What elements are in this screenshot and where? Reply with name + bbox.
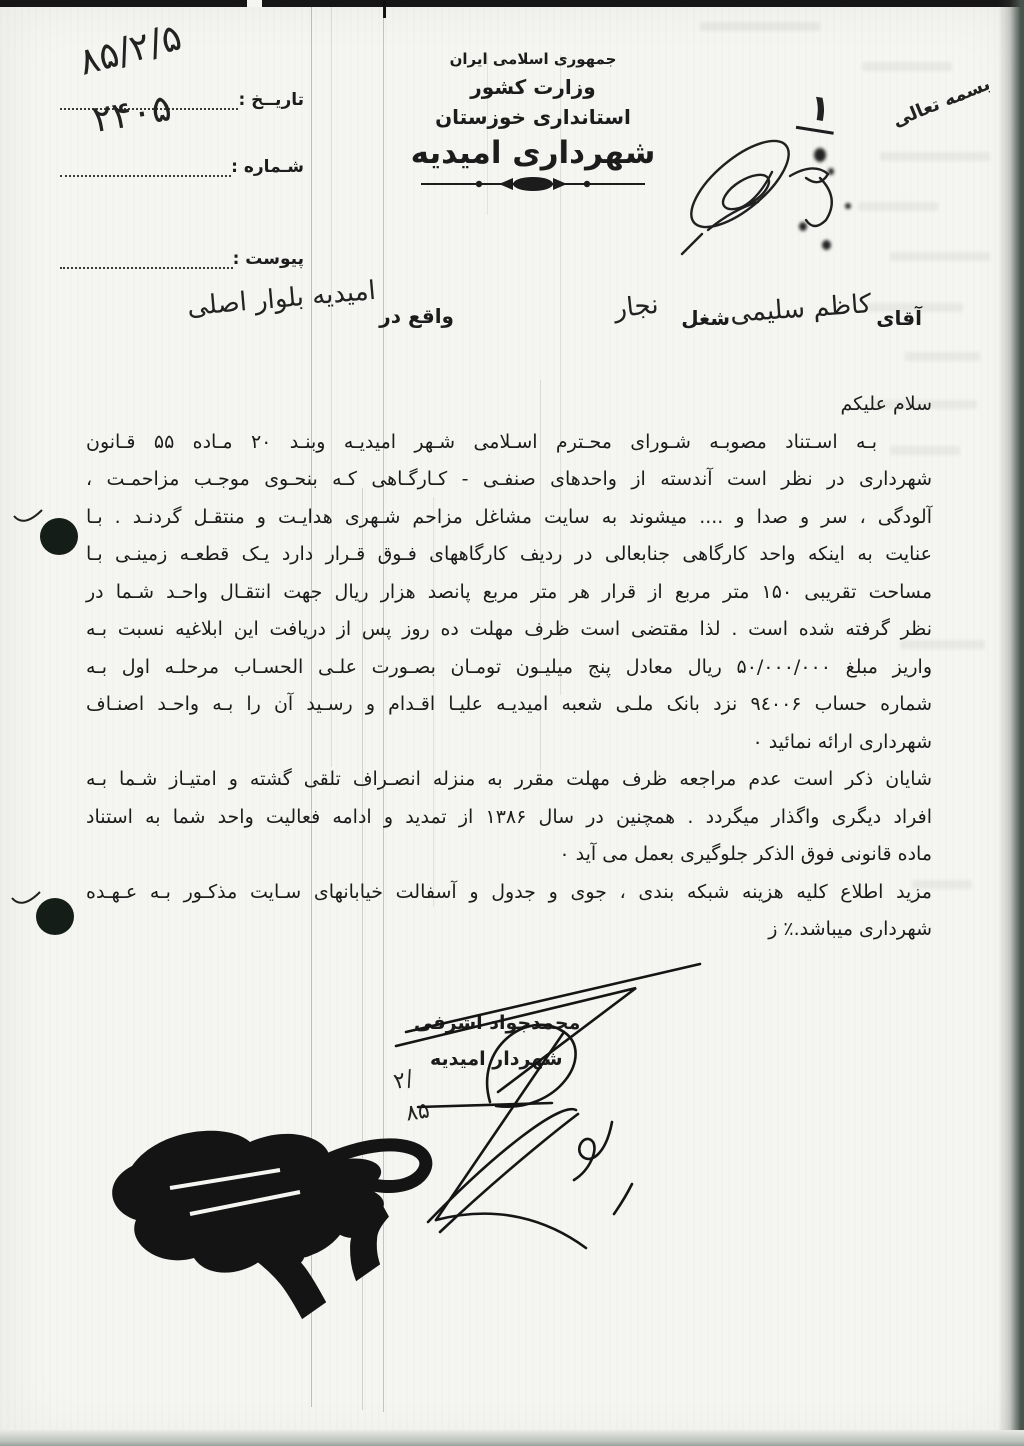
handwritten-besmele: بسمه تعالی xyxy=(889,73,994,132)
body-line: شماره حساب ۹٤۰۰۶ نزد بانک ملـی شعبه امیدیـه علیـا اقـدام و رسـید آن را بـه واحـد اصنـاف xyxy=(86,693,932,715)
body-line: شهرداری ارائه نمائید ۰ xyxy=(752,730,932,753)
number-label: شـماره : xyxy=(231,157,304,177)
body-line: ماده قانونی فوق الذکر جلوگیری بعمل می آید ۰ xyxy=(559,843,932,865)
letterhead-country: جمهوری اسلامی ایران xyxy=(449,50,617,68)
salutation: سلام علیکم xyxy=(840,393,932,415)
body-line: شهرداری در نظر است آندسته از واحدهای صنفـی - کـارگـاهی کـه بنحـوی موجـب مزاحمـت ، xyxy=(86,468,932,490)
addressee-job-label: شغل xyxy=(681,306,730,330)
body-line: واریز مبلغ ۵۰/۰۰۰/۰۰۰ ریال معادل پنج میلیـون تومـان بصـورت علـی الحسـاب مرحلـه اول بـه xyxy=(86,655,933,678)
body-line: عنایت به اینکه واحد کارگاهی جنابعالی در ردیف کارگاههای فـوق قـرار دارد یـک قطعـه زمینـی بـا xyxy=(86,543,932,565)
bleedthrough-mark xyxy=(862,62,952,71)
handwritten-number-value: ۲۴۰۵ xyxy=(89,86,175,141)
bleedthrough-mark xyxy=(905,352,980,361)
date-label: تاریــخ : xyxy=(238,90,304,110)
archive-number-handwritten: ۳۶ xyxy=(237,1142,423,1346)
signature-name: محمدجواد اشرفی xyxy=(414,1012,581,1034)
addressee-mr-label: آقای xyxy=(876,306,922,330)
attachment-label: پیوست : xyxy=(232,249,304,269)
ink-smudge xyxy=(828,168,834,175)
addressee-address-handwritten: امیدیه بلوار اصلی xyxy=(186,275,377,323)
signature-hand-date-top: ۲/ xyxy=(391,1066,416,1095)
letterhead-governorate: استانداری خوزستان xyxy=(435,105,631,129)
body-line: مزید اطلاع کلیه هزینه شبکه بندی ، جوی و جدول و آسفالت خیابانهای سـایت مذکـور بـه عـهـده xyxy=(86,880,932,903)
body-line: آلودگی ، سر و صدا و .... میشوند به سایت مشاغل مزاحم شـهری هدایـت و منتقـل گردنـد . بـا xyxy=(86,505,932,528)
signature-title: شهردار امیدیه xyxy=(430,1048,563,1070)
letterhead-municipality: شهرداری امیدیه xyxy=(410,135,656,171)
letterhead-ministry: وزارت کشور xyxy=(470,75,596,99)
bleedthrough-mark xyxy=(890,252,990,261)
bleedthrough-mark xyxy=(700,22,820,31)
attachment-field xyxy=(56,249,306,269)
attachment-dotted-line xyxy=(60,251,233,269)
addressee-name-handwritten: کاظم سلیمی xyxy=(729,289,873,329)
body-line: افراد دیگری واگذار میگردد . همچنین در سال ۱۳۸۶ از تمدید و ادامه فعالیت واحد شما به استناد xyxy=(86,805,932,828)
pen-tick-top xyxy=(12,506,44,528)
scan-right-edge xyxy=(998,0,1024,1446)
ink-smudge xyxy=(822,240,831,250)
number-dotted-line xyxy=(60,159,231,177)
scan-top-notch xyxy=(247,0,262,7)
handwritten-date-value: ۸۵/۲/۵ xyxy=(74,15,187,84)
pen-tick-bottom xyxy=(10,888,42,910)
scan-top-border xyxy=(0,0,1024,7)
hole-punch-top xyxy=(40,518,78,555)
body-line: مساحت تقریبی ۱۵۰ متر مربع از قرار هر متر مربع پانصد هزار ریال جهت انتقـال واحـد شـما در xyxy=(86,580,932,603)
handwritten-ref-mark: ۱ xyxy=(796,85,840,134)
number-field xyxy=(56,157,306,177)
ink-smudge xyxy=(845,203,851,209)
ink-smudge xyxy=(814,148,826,162)
signature-hand-date-bottom: ۸۵ xyxy=(404,1098,432,1127)
body-line: شایان ذکر است عدم مراجعه ظرف مهلت مقرر به منزله انصـراف تلقی گشته و امتیـاز شـما بـه xyxy=(86,768,932,790)
bleedthrough-mark xyxy=(880,152,990,161)
addressee-located-label: واقع در xyxy=(379,304,454,328)
ink-smudge xyxy=(799,222,807,231)
scan-bottom-edge xyxy=(0,1430,1024,1446)
body-line: نظر گرفته شده است . لذا مقتضی است ظرف مهلت ده روز پس از دریافت این ابلاغیه نسبت بـه xyxy=(86,618,932,640)
letter-body xyxy=(86,386,932,949)
registrar-scribble xyxy=(662,112,877,257)
letterhead-divider-ornament xyxy=(413,173,653,195)
letterhead xyxy=(388,50,678,195)
body-line: بـه اسـتناد مصوبـه شـورای محـترم اسـلامی شـهر امیدیـه وبنـد ۲۰ مـاده ۵۵ قـانون xyxy=(86,430,877,453)
addressee-job-handwritten: نجار xyxy=(612,289,660,325)
body-line: شهرداری میباشد.٪ ز xyxy=(768,918,932,940)
